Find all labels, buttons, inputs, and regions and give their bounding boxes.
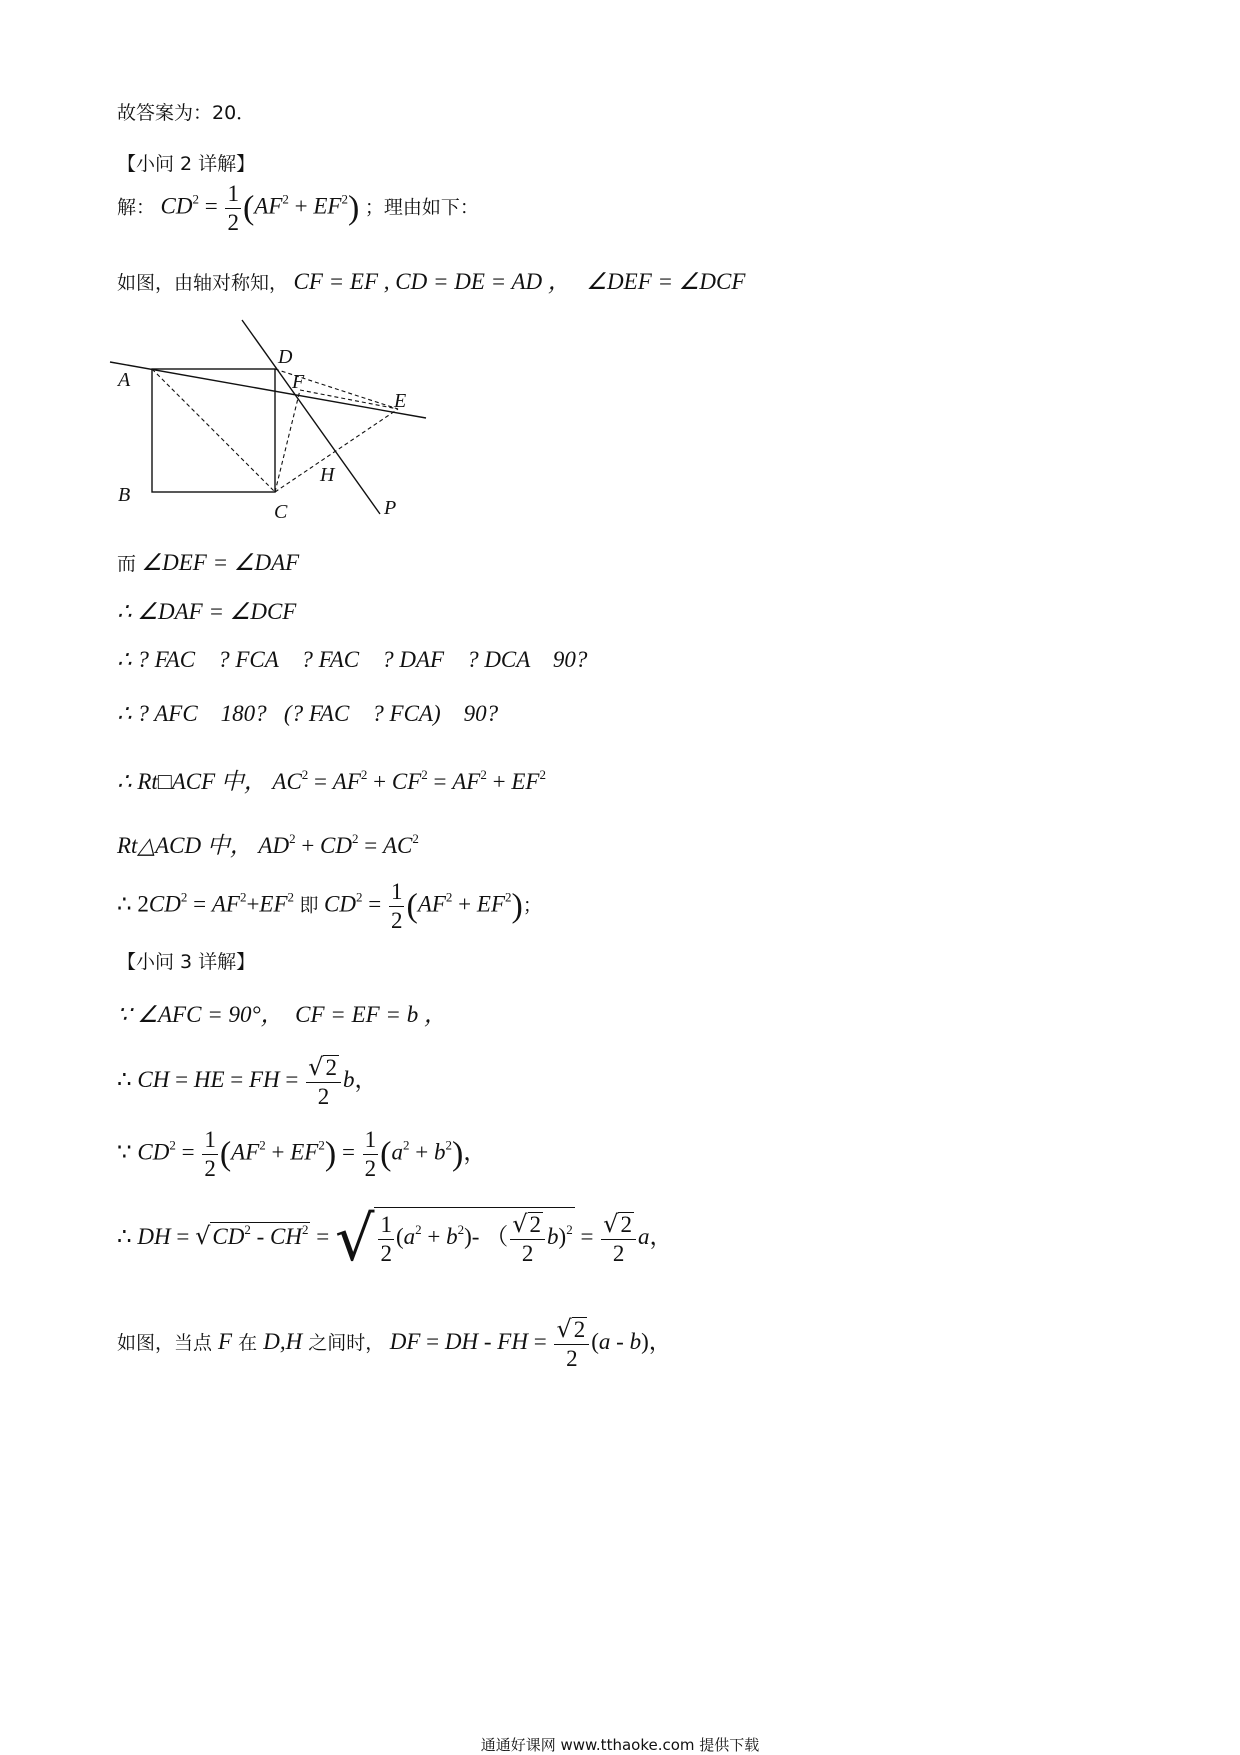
- cd-squared-line: ∵ $CD^2$ = $\frac{1}{2}$ $(AF^2 + EF^2)$ = $\frac{1}{2}$ $(a^2 + b^2)$，: [117, 1127, 487, 1182]
- rt-acd-prefix: Rt△ACD 中，: [117, 833, 253, 858]
- label-d: D: [278, 346, 293, 368]
- solution-prefix: 解：: [117, 196, 156, 219]
- label-e: E: [394, 390, 407, 412]
- ji-text: 即: [299, 894, 319, 917]
- rt-acd-line: Rt△ACD 中， $AD^2 + CD^2 = AC^2$: [117, 831, 419, 858]
- fraction-half-2: $\frac{1}{2}$: [390, 879, 403, 934]
- df-point-f: F: [218, 1329, 233, 1355]
- symmetry-prefix: 如图，由轴对称知，: [117, 272, 289, 294]
- symmetry-eq-a: CF = EF , CD = DE = AD ，: [293, 269, 571, 294]
- line-through-a: [110, 362, 426, 418]
- solution-statement: 解： $CD^2$ = $\frac{1}{2}$ $(AF^2 + EF^2)$ ；理由如下：: [117, 181, 479, 236]
- solution-suffix: ；理由如下：: [364, 196, 479, 219]
- geometry-figure: [108, 318, 438, 533]
- fraction-half: $\frac{1}{2}$: [227, 181, 239, 236]
- df-suffix: 之间时，: [302, 1332, 385, 1355]
- page-footer: 通通好课网 www.tthaoke.com 提供下载: [480, 1736, 760, 1754]
- rt-acf-line: ∴ Rt□ACF 中， $AC^2 = AF^2 + CF^2 = AF^2 + EF^2$: [117, 767, 546, 794]
- er-prefix: 而: [117, 553, 137, 575]
- df-mid: 在: [232, 1332, 264, 1355]
- label-c: C: [274, 501, 288, 523]
- section-header-3: 【小问 3 详解】: [117, 951, 256, 973]
- therefore-line-1: ∴ ∠DAF = ∠DCF: [117, 599, 297, 624]
- because-line-1: ∵ ∠AFC = 90°， CF = EF = b ，: [117, 1002, 447, 1027]
- double-cd-line: ∴ $2CD^2 = AF^2+EF^2$ 即 $CD^2$ = $\frac{1}{2}$ $(AF^2 + EF^2)$；: [117, 879, 542, 934]
- df-points-dh: D,H: [263, 1329, 303, 1355]
- label-b: B: [118, 484, 131, 506]
- rt-acf-prefix: ∴ Rt□ACF 中，: [117, 769, 267, 794]
- answer-line: [117, 104, 255, 123]
- label-a: A: [118, 369, 131, 391]
- symmetry-eq-b: ∠DEF = ∠DCF: [586, 269, 746, 294]
- section-header-2: 【小问 2 详解】: [117, 153, 256, 175]
- line-dp: [242, 320, 380, 514]
- symmetry-line: [117, 270, 745, 293]
- therefore-line-3: ∴ ? AFC 180? (? FAC ? FCA) 90?: [117, 701, 499, 726]
- label-f: F: [292, 371, 305, 393]
- ch-he-fh-line: ∴ CH = HE = FH = $\frac{√2}{2}$ b，: [117, 1053, 378, 1110]
- label-h: H: [320, 464, 335, 486]
- fraction-root2-over-2: $\frac{√2}{2}$: [306, 1055, 341, 1109]
- therefore-line-2: ∴ ? FAC ? FCA ? FAC ? DAF ? DCA 90?: [117, 647, 588, 672]
- answer-text: 故答案为：20．: [117, 102, 256, 124]
- dashed-cf: [275, 390, 300, 492]
- df-prefix: 如图，当点: [117, 1332, 219, 1355]
- er-eq: ∠DEF = ∠DAF: [141, 550, 300, 575]
- angle-equal-line: [117, 551, 299, 574]
- dashed-ce: [275, 409, 398, 492]
- dh-line: ∴ DH = $√CD^2 - CH^2$ = √ $\frac{1}{2}$ $(a^2 + b^2)-$ （ $\frac{√2}{2}$ b)$^2$ = $\frac{√2}{2}$ a，: [117, 1202, 673, 1276]
- df-line: 如图，当点 F 在 D,H 之间时， DF = DH - FH = $\frac{√2}{2}$ (a - b)，: [117, 1315, 672, 1372]
- label-p: P: [384, 497, 397, 519]
